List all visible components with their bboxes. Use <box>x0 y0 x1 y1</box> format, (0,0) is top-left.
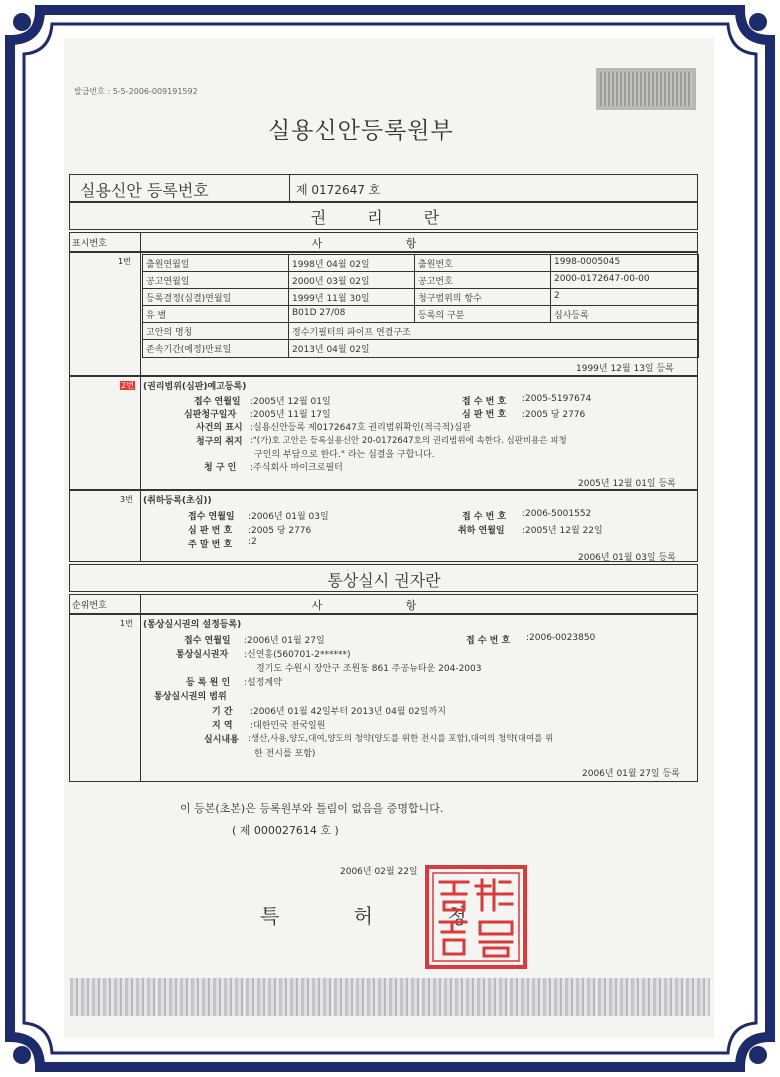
row2-label: 공고연월일 <box>146 277 190 287</box>
invention-name-value: 정수기필터의 파이프 연결구조 <box>292 328 411 338</box>
entry3-no: 3번 <box>120 495 133 504</box>
issuing-office: 특 허 청 <box>260 904 501 928</box>
row1-label2: 출원번호 <box>418 260 453 270</box>
license-content-value-1: :생산,사용,양도,대여,양도의 청약(양도를 위한 전시를 포함),대여의 청약(대여를 위 <box>248 734 554 744</box>
license-content-label: 실시내용 <box>204 735 239 745</box>
entry3-trial-no-value: :2005 당 2776 <box>248 526 312 536</box>
license-cause-label: 등 록 원 인 <box>186 678 231 688</box>
term-label: 존속기간(예정)만료일 <box>146 345 232 355</box>
barcode-stamp <box>596 68 696 110</box>
entry3-title: (취하등록(초심)) <box>143 496 212 506</box>
license-receipt-value: :2006년 01월 27일 <box>244 636 325 646</box>
entry3-reg-date: 2006년 01월 03일 등록 <box>578 553 676 563</box>
entry3-main-value: :2 <box>248 537 257 547</box>
license-region-value: :대한민국 전국일원 <box>250 721 326 731</box>
license-cause-value: :설정계약 <box>244 678 282 688</box>
entry2-trial-no-value: :2005 당 2776 <box>522 410 586 420</box>
license-receipt-no-label: 접 수 번 호 <box>466 636 511 646</box>
row2-value2: 2000-0172647-00-00 <box>554 274 650 284</box>
license-header: 통상실시 권자란 <box>327 571 441 590</box>
entry3-withdraw-value: :2005년 12월 22일 <box>522 526 603 536</box>
entry3-withdraw-label: 취하 연월일 <box>458 526 505 536</box>
license-period-label: 기 간 <box>212 707 233 717</box>
col-matter: 사 항 <box>311 237 457 250</box>
term-value: 2013년 04월 02일 <box>292 345 370 355</box>
license-receipt-no-value: :2006-0023850 <box>526 633 596 643</box>
rights-entry-2 <box>69 376 698 490</box>
row4-label2: 등록의 구분 <box>418 311 465 321</box>
entry2-receipt-no-value: :2005-5197674 <box>522 394 592 404</box>
entry3-trial-no-label: 심 판 번 호 <box>188 526 233 536</box>
entry3-receipt-value: :2006년 01월 03일 <box>248 512 329 522</box>
entry2-receipt-label: 접수 연월일 <box>194 397 241 407</box>
issue-date: 2006년 02월 22일 <box>340 867 418 877</box>
license-content-value-2: 한 전시를 포함) <box>254 749 316 759</box>
row1-value: 1998년 04월 02일 <box>292 260 370 270</box>
entry3-main-label: 주 말 번 호 <box>188 540 233 550</box>
entry2-case-label: 사건의 표시 <box>196 423 243 433</box>
entry2-purpose-label: 청구의 취지 <box>196 437 243 447</box>
col-display-no: 표시번호 <box>72 239 107 249</box>
reg-number-value: 제 0172647 호 <box>296 183 381 197</box>
row4-label: 유 별 <box>146 311 167 321</box>
entry3-receipt-label: 접수 연월일 <box>188 512 235 522</box>
license-scope-label: 통상실시권의 범위 <box>154 692 227 702</box>
entry2-trial-no-label: 심 판 번 호 <box>462 410 507 420</box>
entry3-receipt-no-value: :2006-5001552 <box>522 509 592 519</box>
certification-number: ( 제 000027614 호 ) <box>232 824 339 837</box>
row3-label2: 청구범위의 항수 <box>418 294 482 304</box>
row1-label: 출원연월일 <box>146 260 190 270</box>
license-col-matter: 사 항 <box>311 599 457 612</box>
entry2-trial-date-label: 심판청구일자 <box>184 410 237 420</box>
row3-value2: 2 <box>554 291 560 301</box>
row2-label2: 공고번호 <box>418 277 453 287</box>
license-entry-no: 1번 <box>120 619 133 628</box>
license-region-label: 지 역 <box>212 721 233 731</box>
official-seal <box>424 864 528 970</box>
entry1-no: 1번 <box>118 257 131 266</box>
row3-label: 등록결정(심결)연월일 <box>146 294 232 304</box>
document-title: 실용신안등록원부 <box>268 118 454 144</box>
row4-value: B01D 27/08 <box>292 308 346 318</box>
entry2-claimant-label: 청 구 인 <box>204 463 237 473</box>
row1-value2: 1998-0005045 <box>554 257 621 267</box>
entry2-reg-date: 2005년 12월 01일 등록 <box>578 479 676 489</box>
reg-number-label: 실용신안 등록번호 <box>80 181 209 200</box>
entry2-trial-date-value: :2005년 11월 17일 <box>250 410 331 420</box>
entry2-purpose-value-1: :"(가)호 고안은 등록실용신안 20-0172647호의 권리범위에 속한다. 심판비용은 피청 <box>250 436 567 446</box>
security-strip <box>70 978 710 1016</box>
certification-text: 이 등본(초본)은 등록원부와 틀림이 없음을 증명합니다. <box>180 802 444 815</box>
licensee-address: 경기도 수원시 장안구 조원동 861 주공뉴타운 204-2003 <box>256 664 482 674</box>
row3-value: 1999년 11월 30일 <box>292 294 370 304</box>
col-order-no: 순위번호 <box>72 601 107 611</box>
entry2-purpose-value-2: 구인의 부담으로 한다." 라는 심결을 구합니다. <box>254 450 435 460</box>
entry2-title: (권리범위(심판)예고등록) <box>143 382 247 392</box>
row4-value2: 심사등록 <box>554 311 589 321</box>
rights-header: 권 리 란 <box>310 208 458 227</box>
entry2-claimant-value: :주식회사 마이크로필터 <box>250 463 343 473</box>
license-period-value: :2006년 01월 42일부터 2013년 04월 02일까지 <box>250 707 446 717</box>
entry3-receipt-no-label: 접 수 번 호 <box>462 512 507 522</box>
licensee-value: :신연흥(560701-2******) <box>244 650 351 660</box>
issue-number: 발급번호 : 5-5-2006-009191592 <box>74 87 198 96</box>
license-receipt-label: 접수 연월일 <box>184 636 231 646</box>
entry2-case-value: :실용신안등록 제0172647호 권리범위확인(적극적)심판 <box>250 423 472 433</box>
invention-name-label: 고안의 명칭 <box>146 328 193 338</box>
license-title: (통상실시권의 설정등록) <box>143 620 242 630</box>
license-reg-date: 2006년 01월 27일 등록 <box>582 769 680 779</box>
entry2-receipt-no-label: 접 수 번 호 <box>462 397 507 407</box>
entry2-no: 2번 <box>121 381 134 390</box>
entry1-reg-date: 1999년 12월 13일 등록 <box>576 364 674 374</box>
row2-value: 2000년 03월 02일 <box>292 277 370 287</box>
entry2-receipt-value: :2005년 12월 01일 <box>250 397 331 407</box>
licensee-label: 통상실시권자 <box>176 650 229 660</box>
